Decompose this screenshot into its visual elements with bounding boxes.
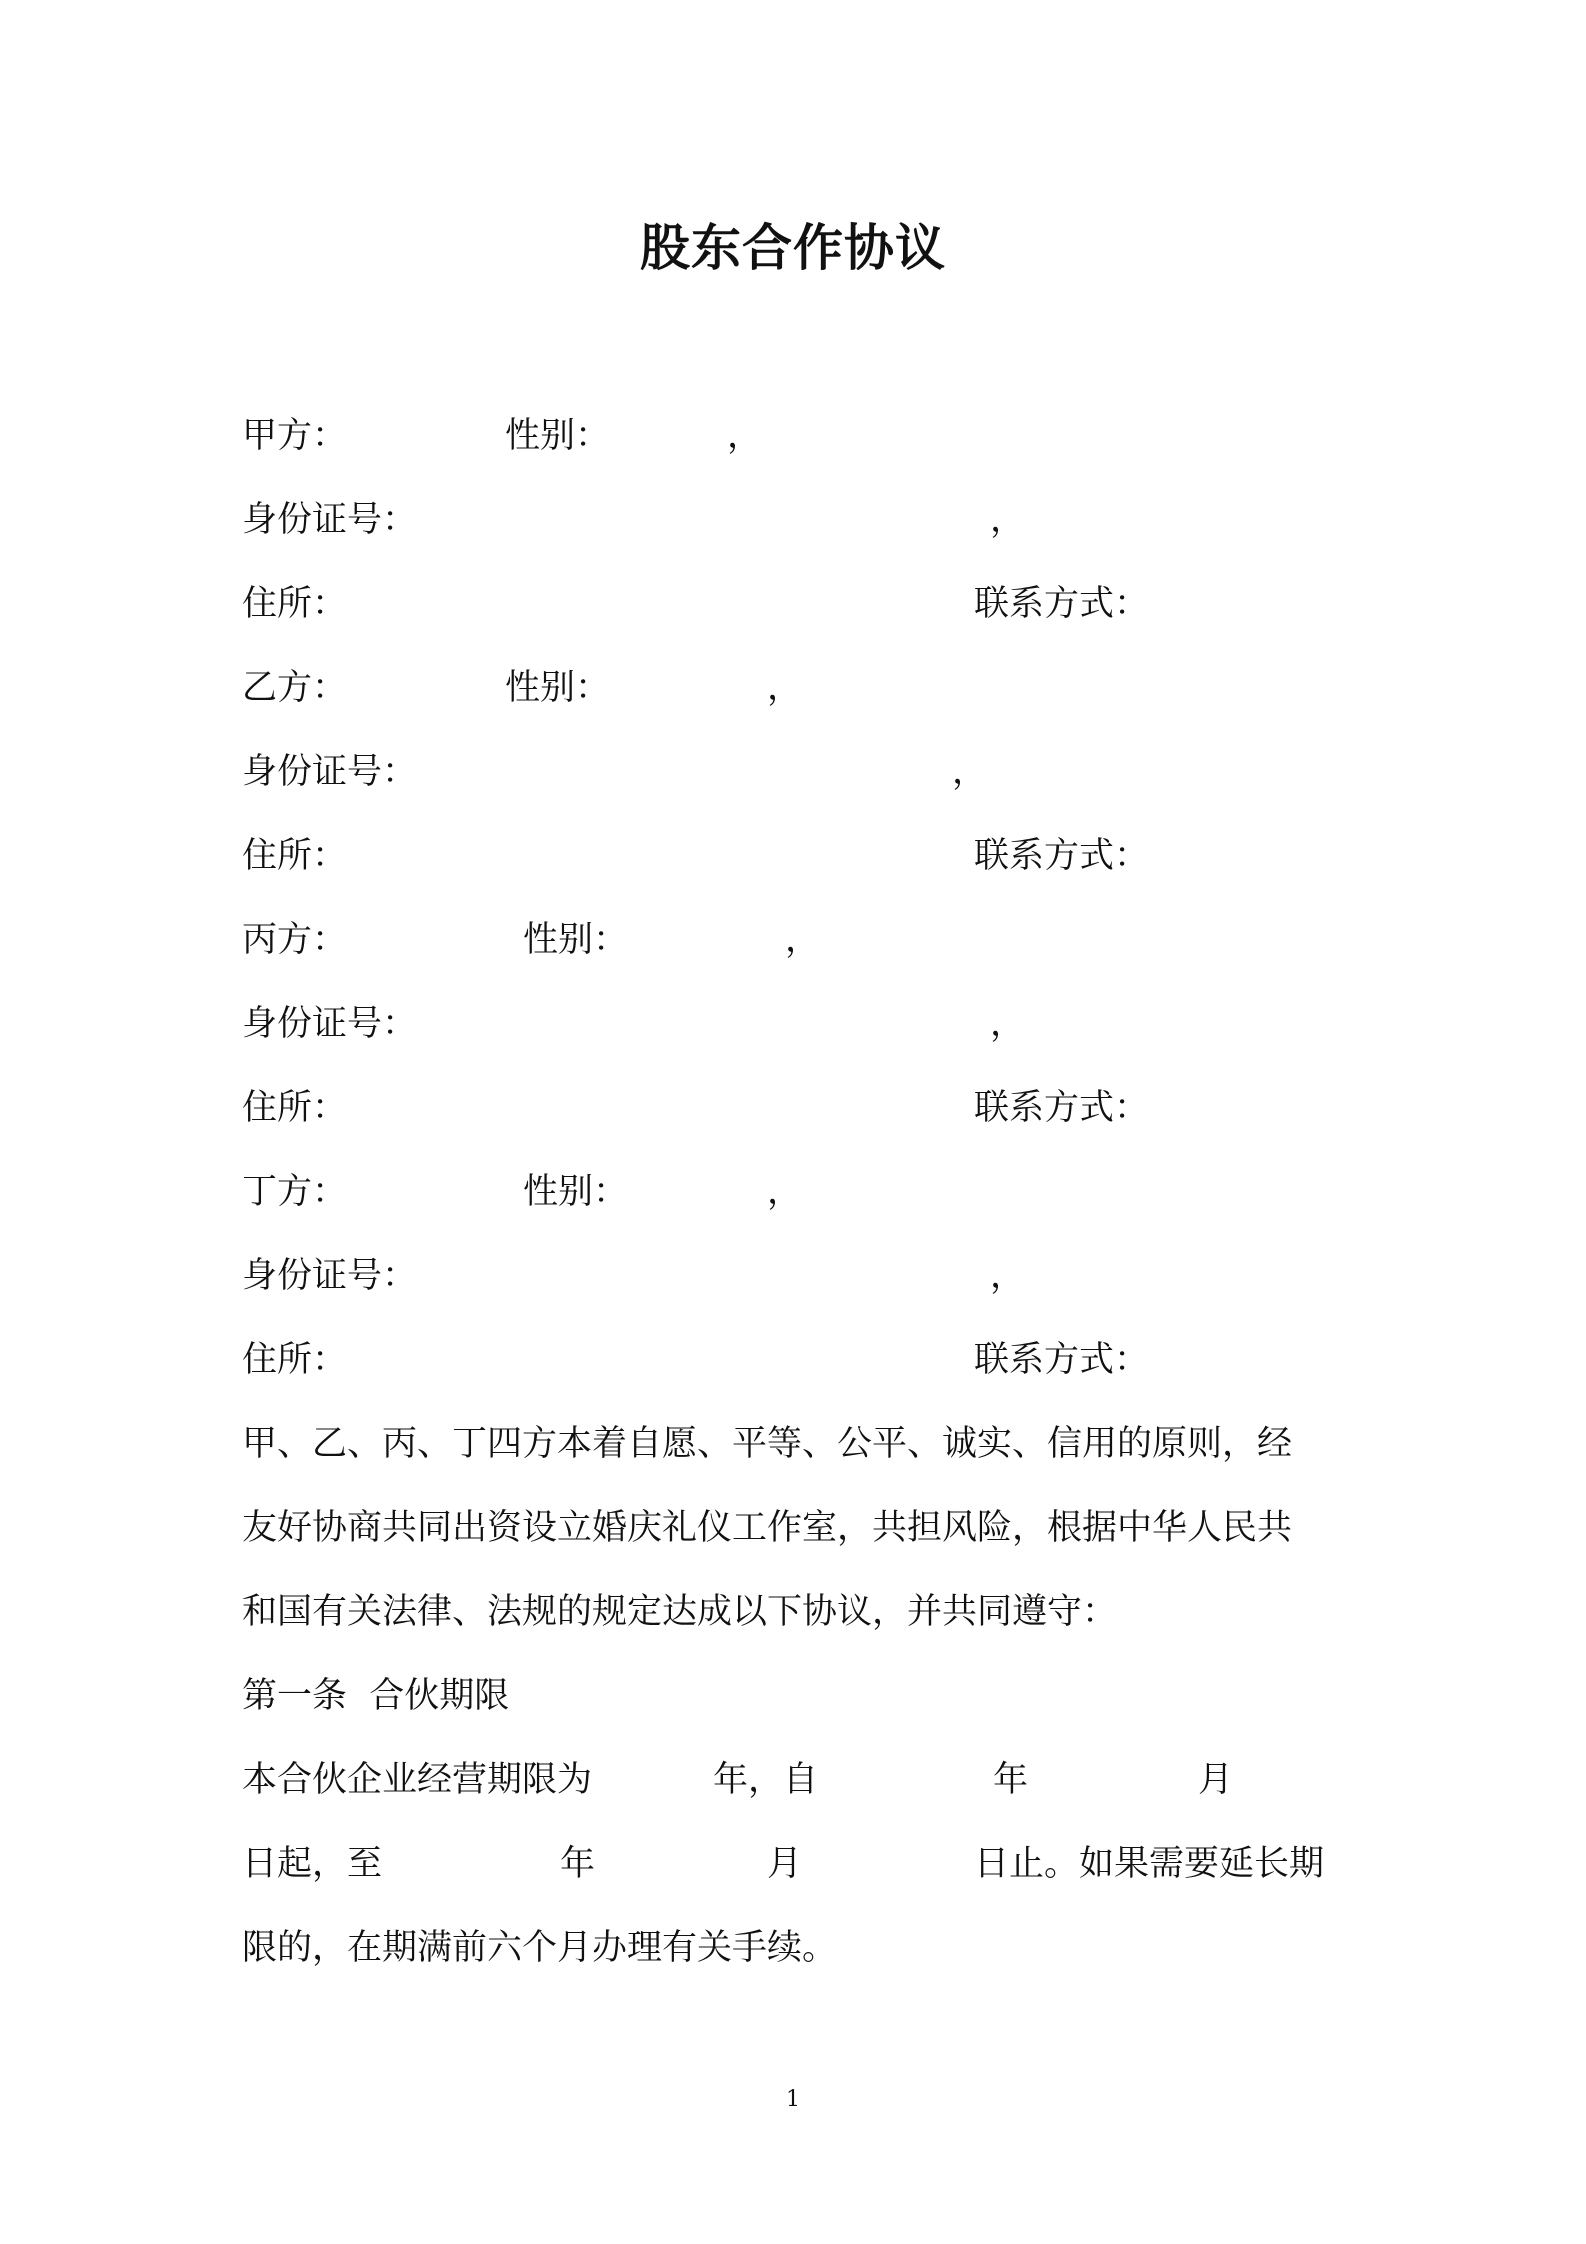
preamble-line-2 <box>0 1501 1586 1555</box>
party-a-address-label: 住所： <box>242 584 348 624</box>
party-d-address-line <box>0 1333 1586 1387</box>
preamble-line-1 <box>0 1417 1586 1471</box>
party-c-label: 丙方： <box>242 920 348 960</box>
party-d-address-label: 住所： <box>242 1340 348 1380</box>
party-c-line <box>0 913 1586 967</box>
start-year: 年 <box>993 1760 1029 1800</box>
party-b-line <box>0 661 1586 715</box>
preamble-text-3: 和国有关法律、法规的规定达成以下协议，并共同遵守： <box>242 1592 1118 1632</box>
party-c-contact-label: 联系方式： <box>974 1088 1150 1128</box>
party-c-address-line <box>0 1081 1586 1135</box>
page-number: 1 <box>786 2087 800 2112</box>
party-a-label: 甲方： <box>242 416 348 456</box>
party-b-contact-label: 联系方式： <box>974 836 1150 876</box>
party-b-id-label: 身份证号： <box>242 752 418 792</box>
article-1-heading: 第一条 合伙期限 <box>242 1676 510 1716</box>
party-b-id-comma: ， <box>952 752 988 792</box>
party-a-comma: ， <box>727 416 763 456</box>
party-d-id-line <box>0 1249 1586 1303</box>
party-a-address-line <box>0 577 1586 631</box>
party-d-contact-label: 联系方式： <box>974 1340 1150 1380</box>
party-d-comma: ， <box>767 1172 803 1212</box>
preamble-line-3 <box>0 1585 1586 1639</box>
party-c-id-line <box>0 997 1586 1051</box>
end-year: 年 <box>560 1844 596 1884</box>
article-1-line-3 <box>0 1921 1586 1975</box>
party-d-id-comma: ， <box>990 1256 1026 1296</box>
party-b-address-line <box>0 829 1586 883</box>
party-a-gender-label: 性别： <box>505 416 611 456</box>
party-c-id-comma: ， <box>990 1004 1026 1044</box>
party-d-line <box>0 1165 1586 1219</box>
party-a-id-label: 身份证号： <box>242 500 418 540</box>
party-b-label: 乙方： <box>242 668 348 708</box>
term-text: 本合伙企业经营期限为 <box>242 1760 593 1800</box>
party-b-id-line <box>0 745 1586 799</box>
party-d-id-label: 身份证号： <box>242 1256 418 1296</box>
term-year-from: 年，自 <box>713 1760 819 1800</box>
party-c-id-label: 身份证号： <box>242 1004 418 1044</box>
end-day-to: 日止。如果需要延长期 <box>974 1844 1325 1884</box>
party-d-label: 丁方： <box>242 1172 348 1212</box>
party-c-gender-label: 性别： <box>523 920 629 960</box>
party-c-address-label: 住所： <box>242 1088 348 1128</box>
article-1-line-2 <box>0 1837 1586 1891</box>
preamble-text-2: 友好协商共同出资设立婚庆礼仪工作室，共担风险，根据中华人民共 <box>242 1508 1293 1548</box>
party-d-gender-label: 性别： <box>523 1172 629 1212</box>
document-title: 股东合作协议 <box>640 219 946 277</box>
preamble-text-1: 甲、乙、丙、丁四方本着自愿、平等、公平、诚实、信用的原则，经 <box>242 1424 1293 1464</box>
party-c-comma: ， <box>785 920 821 960</box>
party-b-address-label: 住所： <box>242 836 348 876</box>
end-month: 月 <box>767 1844 803 1884</box>
start-day-from: 日起，至 <box>242 1844 383 1884</box>
party-b-comma: ， <box>767 668 803 708</box>
start-month: 月 <box>1198 1760 1234 1800</box>
party-a-line <box>0 409 1586 463</box>
article-1-line-1 <box>0 1753 1586 1807</box>
party-b-gender-label: 性别： <box>505 668 611 708</box>
extension-text: 限的，在期满前六个月办理有关手续。 <box>242 1928 838 1968</box>
party-a-id-comma: ， <box>990 500 1026 540</box>
party-a-contact-label: 联系方式： <box>974 584 1150 624</box>
article-1-heading-line <box>0 1669 1586 1723</box>
party-a-id-line <box>0 493 1586 547</box>
